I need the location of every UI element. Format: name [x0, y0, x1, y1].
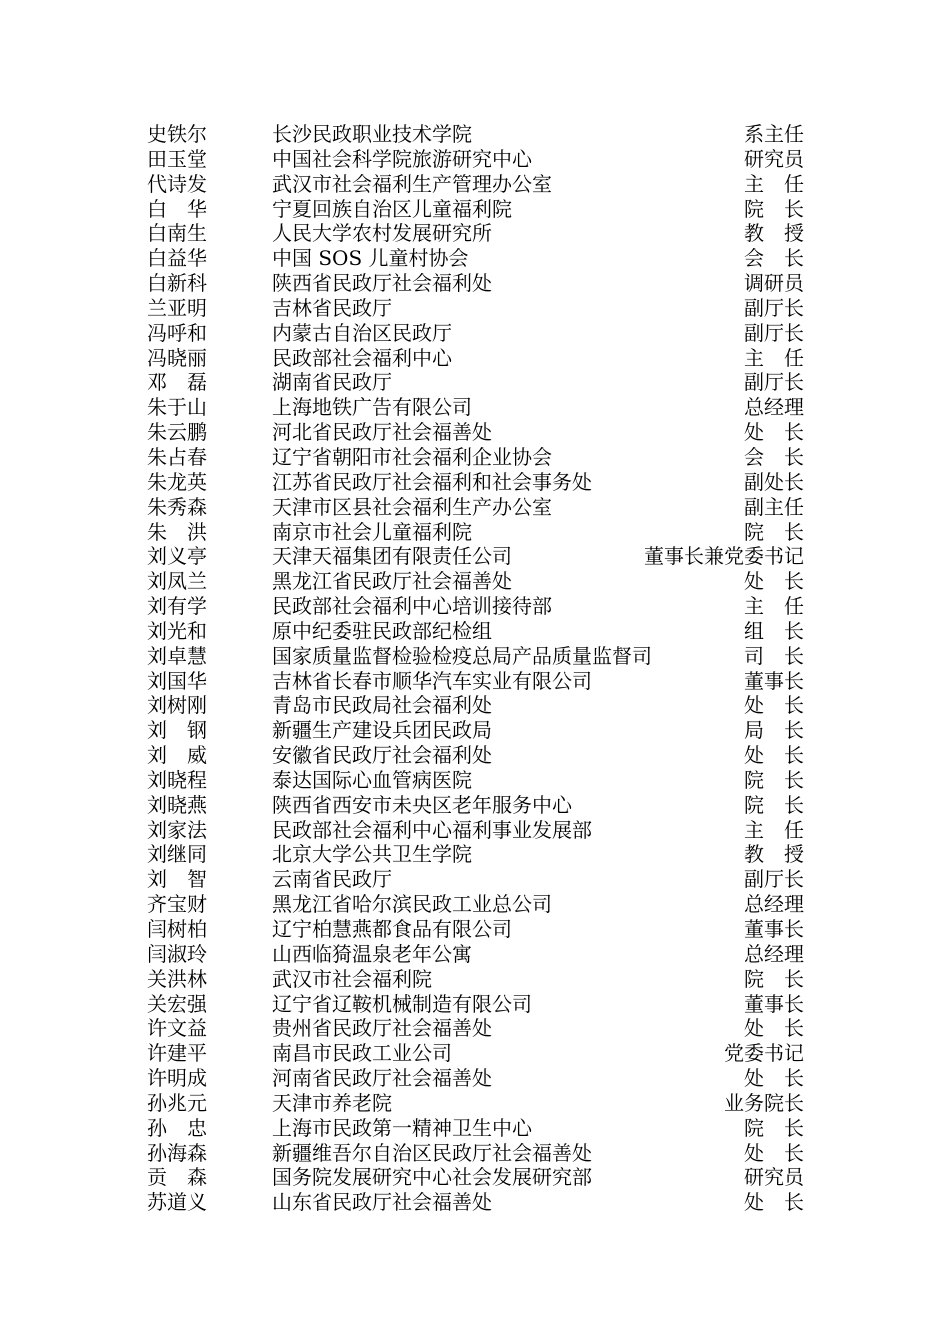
roster-row — [0, 967, 950, 992]
member-organization: 陕西省民政厅社会福利处 — [272, 271, 492, 296]
member-title: 处 长 — [744, 420, 804, 445]
member-name: 齐宝财 — [147, 892, 207, 917]
member-title: 院 长 — [744, 966, 804, 991]
member-name: 贡 森 — [147, 1165, 207, 1190]
member-title: 处 长 — [744, 1066, 804, 1091]
roster-row — [0, 718, 950, 743]
roster-row — [0, 818, 950, 843]
member-name: 白 华 — [147, 196, 207, 221]
member-name: 史铁尔 — [147, 122, 207, 146]
member-name: 朱于山 — [147, 395, 207, 420]
member-organization: 国家质量监督检验检疫总局产品质量监督司 — [272, 643, 652, 668]
roster-row — [0, 892, 950, 917]
member-name: 许建平 — [147, 1041, 207, 1066]
roster-row — [0, 221, 950, 246]
member-title: 系主任 — [744, 122, 804, 146]
member-organization: 青岛市民政局社会福利处 — [272, 693, 492, 718]
member-title: 副处长 — [744, 469, 804, 494]
roster-row — [0, 520, 950, 545]
member-title: 局 长 — [744, 718, 804, 743]
member-title: 主 任 — [744, 594, 804, 619]
member-organization: 河北省民政厅社会福善处 — [272, 420, 492, 445]
member-title: 副厅长 — [744, 370, 804, 395]
roster-row — [0, 197, 950, 222]
member-title: 研究员 — [744, 1165, 804, 1190]
member-title: 总经理 — [744, 395, 804, 420]
member-name: 许文益 — [147, 1016, 207, 1041]
roster-row — [0, 867, 950, 892]
member-organization: 上海地铁广告有限公司 — [272, 395, 472, 420]
member-title: 党委书记 — [724, 1041, 804, 1066]
member-title: 董事长 — [744, 668, 804, 693]
roster-row — [0, 793, 950, 818]
member-name: 孙海森 — [147, 1140, 207, 1165]
member-name: 朱龙英 — [147, 469, 207, 494]
member-name: 田玉堂 — [147, 146, 207, 171]
member-organization: 民政部社会福利中心 — [272, 345, 452, 370]
member-organization: 武汉市社会福利生产管理办公室 — [272, 171, 552, 196]
roster-row — [0, 122, 950, 147]
member-organization: 民政部社会福利中心福利事业发展部 — [272, 817, 592, 842]
member-title: 教 授 — [744, 842, 804, 867]
member-name: 代诗发 — [147, 171, 207, 196]
roster-row — [0, 1091, 950, 1116]
member-organization: 吉林省长春市顺华汽车实业有限公司 — [272, 668, 592, 693]
member-title: 院 长 — [744, 792, 804, 817]
member-title: 院 长 — [744, 1115, 804, 1140]
roster-row — [0, 172, 950, 197]
member-organization: 中国社会科学院旅游研究中心 — [272, 146, 532, 171]
roster-row — [0, 346, 950, 371]
member-title: 副厅长 — [744, 295, 804, 320]
member-organization: 人民大学农村发展研究所 — [272, 221, 492, 246]
member-name: 朱占春 — [147, 444, 207, 469]
member-title: 处 长 — [744, 1016, 804, 1041]
member-organization: 民政部社会福利中心培训接待部 — [272, 594, 552, 619]
member-title: 主 任 — [744, 171, 804, 196]
member-title: 会 长 — [744, 246, 804, 271]
member-organization: 山东省民政厅社会福善处 — [272, 1190, 492, 1215]
member-title: 院 长 — [744, 767, 804, 792]
roster-row — [0, 1165, 950, 1190]
member-roster — [0, 122, 950, 1215]
roster-row — [0, 296, 950, 321]
roster-row — [0, 569, 950, 594]
member-organization: 湖南省民政厅 — [272, 370, 392, 395]
member-organization: 辽宁柏慧燕都食品有限公司 — [272, 917, 512, 941]
member-organization: 上海市民政第一精神卫生中心 — [272, 1115, 532, 1140]
member-organization: 武汉市社会福利院 — [272, 966, 432, 991]
member-organization: 内蒙古自治区民政厅 — [272, 320, 452, 345]
member-organization: 南昌市民政工业公司 — [272, 1041, 452, 1066]
member-organization: 天津天福集团有限责任公司 — [272, 544, 512, 569]
member-name: 刘义亭 — [147, 544, 207, 569]
member-name: 闫淑玲 — [147, 941, 207, 966]
roster-row — [0, 445, 950, 470]
roster-row — [0, 271, 950, 296]
member-name: 冯晓丽 — [147, 345, 207, 370]
roster-row — [0, 495, 950, 520]
member-title: 院 长 — [744, 196, 804, 221]
member-title: 董事长 — [744, 917, 804, 941]
member-organization: 辽宁省朝阳市社会福利企业协会 — [272, 444, 552, 469]
roster-row — [0, 693, 950, 718]
roster-row — [0, 1066, 950, 1091]
member-organization: 天津市养老院 — [272, 1090, 392, 1115]
member-name: 关洪林 — [147, 966, 207, 991]
member-name: 刘光和 — [147, 618, 207, 643]
member-title: 会 长 — [744, 444, 804, 469]
roster-row — [0, 917, 950, 942]
member-organization: 北京大学公共卫生学院 — [272, 842, 472, 867]
member-name: 白益华 — [147, 246, 207, 271]
member-organization: 山西临猗温泉老年公寓 — [272, 941, 472, 966]
roster-row — [0, 1016, 950, 1041]
member-title: 主 任 — [744, 345, 804, 370]
roster-row — [0, 644, 950, 669]
member-organization: 原中纪委驻民政部纪检组 — [272, 618, 492, 643]
member-organization: 云南省民政厅 — [272, 867, 392, 892]
member-name: 刘国华 — [147, 668, 207, 693]
member-organization: 长沙民政职业技术学院 — [272, 122, 472, 146]
member-title: 研究员 — [744, 146, 804, 171]
member-organization: 黑龙江省民政厅社会福善处 — [272, 569, 512, 594]
roster-row — [0, 544, 950, 569]
member-title: 副厅长 — [744, 320, 804, 345]
member-name: 刘继同 — [147, 842, 207, 867]
member-name: 闫树柏 — [147, 917, 207, 941]
member-title: 院 长 — [744, 519, 804, 544]
member-title: 处 长 — [744, 569, 804, 594]
member-name: 刘晓燕 — [147, 792, 207, 817]
member-title: 调研员 — [744, 271, 804, 296]
member-organization: 吉林省民政厅 — [272, 295, 392, 320]
member-title: 总经理 — [744, 941, 804, 966]
member-title: 处 长 — [744, 743, 804, 768]
roster-row — [0, 743, 950, 768]
roster-row — [0, 768, 950, 793]
roster-row — [0, 842, 950, 867]
member-organization: 天津市区县社会福利生产办公室 — [272, 494, 552, 519]
roster-row — [0, 370, 950, 395]
member-name: 刘 钢 — [147, 718, 207, 743]
member-name: 朱云鹏 — [147, 420, 207, 445]
member-name: 刘卓慧 — [147, 643, 207, 668]
roster-row — [0, 594, 950, 619]
member-name: 许明成 — [147, 1066, 207, 1091]
roster-row — [0, 619, 950, 644]
member-name: 刘凤兰 — [147, 569, 207, 594]
member-title: 处 长 — [744, 1190, 804, 1215]
member-name: 朱 洪 — [147, 519, 207, 544]
member-title: 主 任 — [744, 817, 804, 842]
member-title: 副主任 — [744, 494, 804, 519]
roster-row — [0, 1041, 950, 1066]
member-title: 司 长 — [744, 643, 804, 668]
member-organization: 贵州省民政厅社会福善处 — [272, 1016, 492, 1041]
member-organization: 河南省民政厅社会福善处 — [272, 1066, 492, 1091]
member-name: 苏道义 — [147, 1190, 207, 1215]
member-title: 业务院长 — [724, 1090, 804, 1115]
roster-row — [0, 470, 950, 495]
roster-row — [0, 420, 950, 445]
roster-row — [0, 395, 950, 420]
member-title: 董事长 — [744, 991, 804, 1016]
member-name: 孙兆元 — [147, 1090, 207, 1115]
member-name: 兰亚明 — [147, 295, 207, 320]
member-name: 冯呼和 — [147, 320, 207, 345]
member-title: 处 长 — [744, 1140, 804, 1165]
member-organization: 江苏省民政厅社会福利和社会事务处 — [272, 469, 592, 494]
member-name: 孙 忠 — [147, 1115, 207, 1140]
member-organization: 安徽省民政厅社会福利处 — [272, 743, 492, 768]
roster-row — [0, 942, 950, 967]
member-title: 副厅长 — [744, 867, 804, 892]
member-title: 组 长 — [744, 618, 804, 643]
member-name: 刘 智 — [147, 867, 207, 892]
roster-row — [0, 1141, 950, 1166]
member-name: 刘家法 — [147, 817, 207, 842]
member-name: 刘晓程 — [147, 767, 207, 792]
member-title: 教 授 — [744, 221, 804, 246]
member-organization: 新疆维吾尔自治区民政厅社会福善处 — [272, 1140, 592, 1165]
member-name: 刘树刚 — [147, 693, 207, 718]
member-organization: 国务院发展研究中心社会发展研究部 — [272, 1165, 592, 1190]
member-organization: 辽宁省辽鞍机械制造有限公司 — [272, 991, 532, 1016]
member-name: 刘 威 — [147, 743, 207, 768]
roster-row — [0, 147, 950, 172]
member-name: 关宏强 — [147, 991, 207, 1016]
member-organization: 黑龙江省哈尔滨民政工业总公司 — [272, 892, 552, 917]
member-organization: 中国 SOS 儿童村协会 — [272, 246, 469, 271]
roster-row — [0, 992, 950, 1017]
member-name: 朱秀森 — [147, 494, 207, 519]
member-title: 董事长兼党委书记 — [644, 544, 804, 569]
roster-row — [0, 669, 950, 694]
member-name: 邓 磊 — [147, 370, 207, 395]
member-organization: 宁夏回族自治区儿童福利院 — [272, 196, 512, 221]
member-title: 总经理 — [744, 892, 804, 917]
member-organization: 南京市社会儿童福利院 — [272, 519, 472, 544]
member-organization: 陕西省西安市未央区老年服务中心 — [272, 792, 572, 817]
member-organization: 泰达国际心血管病医院 — [272, 767, 472, 792]
roster-row — [0, 1116, 950, 1141]
roster-row — [0, 246, 950, 271]
member-title: 处 长 — [744, 693, 804, 718]
member-name: 刘有学 — [147, 594, 207, 619]
member-name: 白新科 — [147, 271, 207, 296]
roster-row — [0, 321, 950, 346]
member-organization: 新疆生产建设兵团民政局 — [272, 718, 492, 743]
member-name: 白南生 — [147, 221, 207, 246]
roster-row — [0, 1190, 950, 1215]
